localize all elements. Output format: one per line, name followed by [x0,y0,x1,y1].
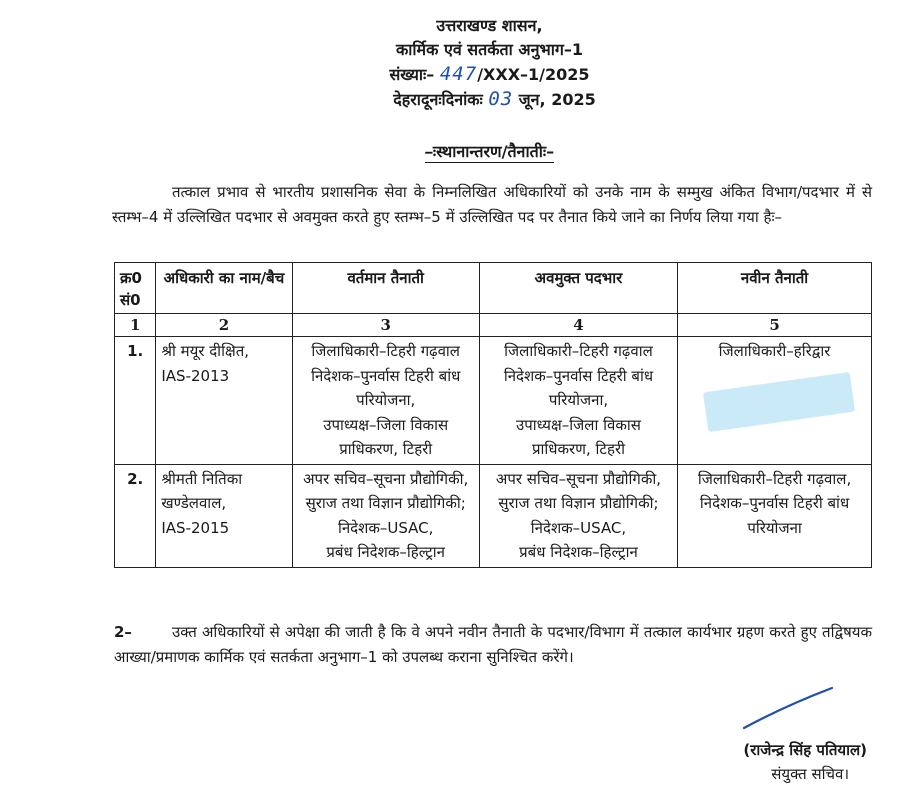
paragraph-2-number: 2– [114,623,132,641]
column-number: 2 [156,314,292,337]
column-number: 5 [678,314,872,337]
officer-name: श्रीमती नितिका खण्डेलवाल, IAS-2015 [156,464,292,567]
order-number-prefix: संख्याः– [389,65,435,84]
paragraph-2-text: उक्त अधिकारियों से अपेक्षा की जाती है कि वे अपने नवीन तैनाती के पदभार/विभाग में तत्काल कार्यभार ग्रहण करते हुए तद्विषयक आख्या/प्रमाणक कार्मिक एवं सतर्कता अनुभाग–1 को उपलब्ध कराना सुनिश्चित करेंगे। [114,623,872,666]
signatory-block [743,738,867,786]
current-posting: जिलाधिकारी–टिहरी गढ़वाल निदेशक–पुनर्वास टिहरी बांध परियोजना, उपाध्यक्ष–जिला विकास प्राधिकरण, टिहरी [292,337,479,465]
header-serial: क्र0 सं0 [115,263,156,314]
order-number [80,62,899,87]
header-relieved-charge: अवमुक्त पदभार [479,263,677,314]
order-date-prefix: देहरादूनःदिनांकः [393,90,483,109]
header-officer: अधिकारी का नाम/बैच [156,263,292,314]
signatory-name: (राजेन्द्र सिंह पतियाल) [743,741,867,759]
order-date-handwritten: 03 [488,88,514,110]
current-posting: अपर सचिव–सूचना प्रौद्योगिकी, सुराज तथा विज्ञान प्रौद्योगिकी; निदेशक–USAC, प्रबंध निदेशक–हिल्ट्रान [292,464,479,567]
new-posting: जिलाधिकारी–हरिद्वार [678,337,872,465]
department-name: कार्मिक एवं सतर्कता अनुभाग–1 [395,40,583,59]
table-row [115,464,872,567]
order-date [90,87,899,112]
government-name: उत्तराखण्ड शासन, [436,16,543,35]
header-new-posting: नवीन तैनाती [678,263,872,314]
row-serial: 1. [115,337,156,465]
subject-line [0,140,899,162]
officer-name: श्री मयूर दीक्षित, IAS-2013 [156,337,292,465]
signature-stroke [740,684,840,734]
paragraph-2 [114,620,872,670]
column-number-row [115,314,872,337]
relieved-charge: अपर सचिव–सूचना प्रौद्योगिकी, सुराज तथा विज्ञान प्रौद्योगिकी; निदेशक–USAC, प्रबंध निदेशक–हिल्ट्रान [479,464,677,567]
order-number-suffix: /XXX–1/2025 [477,65,590,84]
subject-text: –ःस्थानान्तरण/तैनातीः– [424,142,555,161]
order-header [0,14,899,112]
relieved-charge: जिलाधिकारी–टिहरी गढ़वाल निदेशक–पुनर्वास टिहरी बांध परियोजना, उपाध्यक्ष–जिला विकास प्राधिकरण, टिहरी [479,337,677,465]
column-number: 3 [292,314,479,337]
column-number: 4 [479,314,677,337]
order-date-suffix: जून, 2025 [518,90,596,109]
row-serial: 2. [115,464,156,567]
new-posting: जिलाधिकारी–टिहरी गढ़वाल, निदेशक–पुनर्वास टिहरी बांध परियोजना [678,464,872,567]
order-number-handwritten: 447 [439,63,478,85]
paragraph-1: तत्काल प्रभाव से भारतीय प्रशासनिक सेवा के निम्नलिखित अधिकारियों को उनके नाम के सम्मुख अंकित विभाग/पदभार में से स्तम्भ–4 में उल्लिखित पदभार से अवमुक्त करते हुए स्तम्भ–5 में उल्लिखित पद पर तैनात किये जाने का निर्णय लिया गया हैः– [112,183,872,226]
header-current-posting: वर्तमान तैनाती [292,263,479,314]
column-number: 1 [115,314,156,337]
table-header-row [115,263,872,314]
signatory-designation: संयुक्त सचिव। [771,765,850,783]
